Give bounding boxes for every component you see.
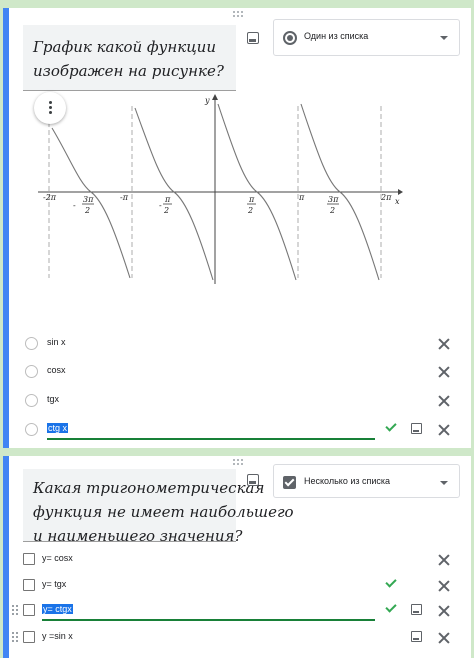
tick-label: 2π [381, 193, 392, 202]
tick-label-fraction [327, 195, 339, 215]
radio-circle[interactable] [25, 394, 38, 407]
question-type-select[interactable] [273, 464, 460, 498]
checkbox[interactable] [23, 579, 35, 591]
question-card-1[interactable] [3, 8, 471, 448]
radio-circle[interactable] [25, 337, 38, 350]
question-title-line: Какая тригонометрическая [33, 479, 265, 497]
add-image-icon[interactable] [247, 474, 259, 486]
question-type-label: Несколько из списка [304, 476, 391, 486]
tick-label: -2π [43, 193, 57, 202]
svg-text:2: 2 [248, 206, 254, 215]
question-title[interactable] [23, 469, 294, 545]
option-row[interactable] [9, 625, 471, 651]
checkbox[interactable] [23, 553, 35, 565]
svg-text:2: 2 [330, 206, 336, 215]
checkbox[interactable] [23, 604, 35, 616]
correct-check-icon [385, 576, 396, 587]
add-image-icon[interactable] [411, 423, 422, 434]
svg-text:π: π [249, 195, 255, 204]
option-row[interactable] [9, 388, 471, 414]
radio-circle[interactable] [25, 365, 38, 378]
y-axis-label: y [205, 96, 210, 105]
close-icon[interactable] [437, 604, 451, 618]
chevron-down-icon [440, 481, 448, 485]
add-image-icon[interactable] [411, 631, 422, 642]
add-image-icon[interactable] [247, 32, 259, 44]
question-title-line: и наименьшего значения? [33, 527, 243, 545]
close-icon[interactable] [437, 579, 451, 593]
question-title[interactable] [23, 25, 236, 91]
cot-branch [135, 108, 213, 280]
question-title-line: График какой функции [33, 38, 216, 56]
option-label-selected[interactable]: y= ctgx [43, 604, 72, 614]
option-row[interactable] [9, 359, 471, 385]
option-row-active[interactable] [9, 417, 471, 443]
question-type-select[interactable] [273, 19, 460, 56]
correct-check-icon [385, 420, 396, 431]
option-label-selected[interactable]: ctg x [48, 423, 68, 433]
function-graph [34, 88, 404, 288]
question-title-line: изображен на рисунке? [33, 62, 224, 80]
tick-label: π [299, 193, 305, 202]
tick-label: -π [120, 193, 128, 202]
option-row[interactable] [9, 573, 471, 599]
tick-label-fraction [69, 195, 94, 215]
tick-label-fraction [154, 195, 172, 215]
option-row-active[interactable] [9, 598, 471, 624]
option-label[interactable]: y= tgx [42, 579, 67, 589]
option-row[interactable] [9, 331, 471, 357]
svg-text:-: - [159, 201, 162, 210]
svg-text:-: - [73, 201, 76, 210]
svg-text:2: 2 [85, 206, 91, 215]
close-icon[interactable] [437, 423, 451, 437]
close-icon[interactable] [437, 553, 451, 567]
option-label[interactable]: y =sin x [42, 631, 73, 641]
question-type-label: Один из списка [304, 31, 369, 41]
close-icon[interactable] [437, 337, 451, 351]
question-title-line: функция не имеет наибольшего [33, 503, 294, 521]
option-input-underline [47, 438, 375, 440]
svg-text:π: π [165, 195, 171, 204]
close-icon[interactable] [437, 631, 451, 645]
option-label[interactable]: sin x [47, 337, 66, 347]
svg-text:2: 2 [164, 206, 170, 215]
drag-handle-icon[interactable] [12, 632, 18, 644]
question-card-2[interactable] [3, 456, 471, 658]
add-image-icon[interactable] [411, 604, 422, 615]
y-axis-arrow [212, 94, 218, 100]
option-label[interactable]: cosx [47, 365, 66, 375]
x-axis-label: x [395, 197, 400, 206]
checkbox[interactable] [23, 631, 35, 643]
close-icon[interactable] [437, 365, 451, 379]
close-icon[interactable] [437, 394, 451, 408]
chevron-down-icon [440, 36, 448, 40]
drag-handle-icon[interactable] [12, 605, 18, 617]
option-label[interactable]: y= cosx [42, 553, 73, 563]
svg-text:3π: 3π [83, 195, 94, 204]
more-vert-button[interactable] [34, 92, 66, 124]
correct-check-icon [385, 601, 396, 612]
x-axis-arrow [398, 189, 403, 195]
option-label[interactable]: tgx [47, 394, 60, 404]
tick-label-fraction [247, 195, 256, 215]
svg-text:3π: 3π [328, 195, 339, 204]
drag-handle-icon[interactable] [233, 459, 247, 465]
option-row[interactable] [9, 547, 471, 573]
checkbox-icon [283, 476, 296, 489]
radio-circle[interactable] [25, 423, 38, 436]
option-input-underline [42, 619, 375, 621]
drag-handle-icon[interactable] [233, 11, 247, 17]
radio-button-icon [283, 31, 297, 45]
